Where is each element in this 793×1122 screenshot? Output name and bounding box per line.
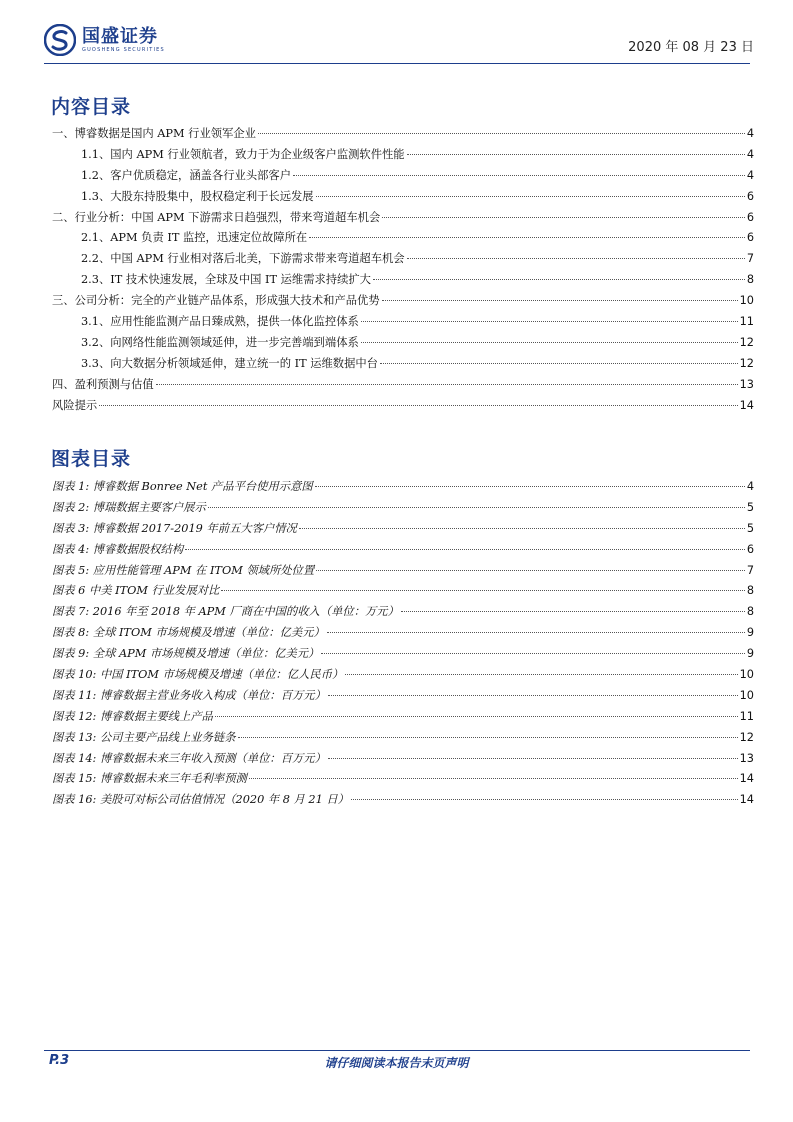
toc-entry-page[interactable]: 4 [746,127,754,140]
dot-leader [361,342,738,343]
figure-entry-page[interactable]: 5 [746,500,754,514]
company-logo [44,22,165,58]
dot-leader [208,507,745,508]
toc-entry[interactable] [52,333,754,354]
toc-entry-text[interactable]: 2.3、IT 技术快速发展，全球及中国 IT 运维需求持续扩大 [81,273,371,287]
dot-leader [361,321,738,322]
dot-leader [221,590,744,591]
toc-entry-page[interactable]: 7 [746,252,754,266]
figure-entry[interactable] [52,686,754,707]
toc-entry[interactable] [52,396,754,417]
dot-leader [321,653,744,654]
toc-entry-text[interactable]: 1.1、国内 APM 行业领航者，致力于为企业级客户监测软件性能 [81,147,405,161]
figure-entry[interactable] [52,728,754,749]
figure-entry[interactable] [52,498,754,519]
toc-entry-page[interactable]: 12 [739,356,754,370]
toc-entry-page[interactable]: 6 [746,189,754,203]
contents-list [52,124,754,416]
toc-entry-text[interactable]: 3.2、向网络性能监测领域延伸，进一步完善端到端体系 [81,335,359,349]
figure-entry[interactable] [52,519,754,540]
guosheng-logo-icon [44,24,76,56]
toc-entry-text[interactable]: 三、公司分析：完全的产业链产品体系，形成强大技术和产品优势 [52,294,380,308]
dot-leader [380,363,738,364]
figure-entry-text[interactable]: 图表 16: 美股可对标公司估值情况（2020 年 8 月 21 日） [52,793,349,807]
dot-leader [328,758,738,759]
figure-entry-text[interactable]: 图表 7: 2016 年至 2018 年 APM 厂商在中国的收入（单位：万元） [52,605,399,619]
figure-entry[interactable] [52,644,754,665]
figure-entry-text[interactable]: 图表 15: 博睿数据未来三年毛利率预测 [52,772,247,786]
logo-subtitle: GUOSHENG SECURITIES [82,46,165,53]
figure-entry-page[interactable]: 4 [746,480,754,493]
toc-entry-text[interactable]: 3.1、应用性能监测产品日臻成熟，提供一体化监控体系 [81,315,359,329]
dot-leader [156,384,738,385]
dot-leader [99,405,737,406]
figure-entry-page[interactable]: 5 [746,521,754,535]
figure-entry-page[interactable]: 9 [746,626,754,640]
dot-leader [401,611,745,612]
dot-leader [238,737,738,738]
figure-entry-text[interactable]: 图表 1: 博睿数据 Bonree Net 产品平台使用示意图 [52,480,313,493]
dot-leader [407,154,745,155]
figure-entry-page[interactable]: 13 [739,751,754,765]
figure-entry-text[interactable]: 图表 11: 博睿数据主营业务收入构成（单位：百万元） [52,688,326,702]
dot-leader [316,570,745,571]
figure-entry[interactable] [52,581,754,602]
figure-entry[interactable] [52,561,754,582]
figure-entry[interactable] [52,540,754,561]
dot-leader [293,175,745,176]
dot-leader [351,799,738,800]
figures-title: 图表目录 [51,448,132,470]
toc-entry[interactable] [52,208,754,229]
figure-entry-page[interactable]: 10 [739,688,754,702]
report-date: 2020 年 08 月 23 日 [628,40,754,55]
toc-entry-text[interactable]: 二、行业分析：中国 APM 下游需求日趋强烈，带来弯道超车机会 [52,210,381,224]
toc-entry-text[interactable]: 1.2、客户优质稳定，涵盖各行业头部客户 [81,168,292,182]
figures-list [52,477,754,811]
figure-entry-page[interactable]: 14 [739,772,754,786]
dot-leader [345,674,737,675]
figure-entry-text[interactable]: 图表 13: 公司主要产品线上业务链条 [52,730,236,744]
toc-entry-text[interactable]: 风险提示 [52,398,98,412]
dot-leader [382,217,745,218]
toc-entry[interactable] [52,354,754,375]
dot-leader [249,778,738,779]
figure-entry-page[interactable]: 12 [739,730,754,744]
page-number: P.3 [49,1053,70,1068]
figure-entry[interactable] [52,707,754,728]
toc-entry-page[interactable]: 4 [746,168,754,182]
header-divider [44,63,750,64]
figure-entry[interactable] [52,477,754,498]
figure-entry-page[interactable]: 7 [746,563,754,577]
figure-entry[interactable] [52,769,754,790]
dot-leader [215,716,738,717]
toc-entry-text[interactable]: 2.2、中国 APM 行业相对落后北美，下游需求带来弯道超车机会 [81,252,405,266]
dot-leader [316,196,745,197]
toc-entry-page[interactable]: 11 [739,315,754,329]
toc-entry[interactable] [52,124,754,145]
dot-leader [309,237,745,238]
toc-entry[interactable] [52,375,754,396]
page-header [44,22,754,62]
figure-entry[interactable] [52,665,754,686]
figure-entry-page[interactable]: 9 [746,647,754,661]
figure-entry-page[interactable]: 6 [746,542,754,556]
toc-entry[interactable] [52,270,754,291]
toc-entry[interactable] [52,187,754,208]
figure-entry-page[interactable]: 14 [739,793,754,807]
toc-entry-text[interactable]: 四、盈利预测与估值 [52,377,154,391]
dot-leader [315,486,745,487]
toc-entry-page[interactable]: 6 [746,210,754,224]
toc-entry-page[interactable]: 8 [746,273,754,287]
figure-entry-text[interactable]: 图表 2: 博瑞数据主要客户展示 [52,500,206,514]
toc-entry[interactable] [52,166,754,187]
toc-entry[interactable] [52,312,754,333]
toc-entry-text[interactable]: 1.3、大股东持股集中，股权稳定利于长远发展 [81,189,314,203]
toc-entry-page[interactable]: 14 [739,398,754,412]
dot-leader [185,549,745,550]
figure-entry-text[interactable]: 图表 6 中美 ITOM 行业发展对比 [52,584,220,598]
dot-leader [328,695,738,696]
figure-entry[interactable] [52,623,754,644]
figure-entry-page[interactable]: 8 [746,605,754,619]
toc-entry[interactable] [52,228,754,249]
figure-entry[interactable] [52,602,754,623]
toc-entry-page[interactable]: 12 [739,335,754,349]
toc-entry[interactable] [52,145,754,166]
figure-entry[interactable] [52,749,754,770]
toc-entry-page[interactable]: 13 [739,377,754,391]
figure-entry-text[interactable]: 图表 8: 全球 ITOM 市场规模及增速（单位：亿美元） [52,626,325,640]
footer-divider [44,1050,750,1051]
dot-leader [407,258,745,259]
figure-entry-text[interactable]: 图表 14: 博睿数据未来三年收入预测（单位：百万元） [52,751,326,765]
figure-entry-text[interactable]: 图表 3: 博睿数据 2017-2019 年前五大客户情况 [52,521,297,535]
dot-leader [382,300,738,301]
dot-leader [373,279,745,280]
dot-leader [258,133,745,134]
toc-entry-page[interactable]: 4 [746,147,754,161]
figure-entry-text[interactable]: 图表 5: 应用性能管理 APM 在 ITOM 领域所处位置 [52,563,315,577]
dot-leader [299,528,745,529]
disclaimer-note: 请仔细阅读本报告末页声明 [324,1056,469,1070]
toc-entry[interactable] [52,249,754,270]
logo-name: 国盛证券 [82,25,158,47]
figure-entry-page[interactable]: 10 [739,668,754,682]
dot-leader [327,632,745,633]
toc-entry[interactable] [52,291,754,312]
toc-entry-page[interactable]: 10 [739,294,754,308]
toc-entry-text[interactable]: 2.1、APM 负责 IT 监控，迅速定位故障所在 [81,231,308,245]
contents-title: 内容目录 [51,96,132,118]
toc-entry-page[interactable]: 6 [746,231,754,245]
figure-entry-text[interactable]: 图表 4: 博睿数据股权结构 [52,542,184,556]
toc-entry-text[interactable]: 3.3、向大数据分析领域延伸，建立统一的 IT 运维数据中台 [81,356,378,370]
figure-entry-page[interactable]: 8 [746,584,754,598]
figure-entry[interactable] [52,790,754,811]
figure-entry-page[interactable]: 11 [739,709,754,723]
figure-entry-text[interactable]: 图表 10: 中国 ITOM 市场规模及增速（单位：亿人民币） [52,668,344,682]
toc-entry-text[interactable]: 一、博睿数据是国内 APM 行业领军企业 [52,127,256,140]
figure-entry-text[interactable]: 图表 12: 博睿数据主要线上产品 [52,709,213,723]
figure-entry-text[interactable]: 图表 9: 全球 APM 市场规模及增速（单位：亿美元） [52,647,320,661]
